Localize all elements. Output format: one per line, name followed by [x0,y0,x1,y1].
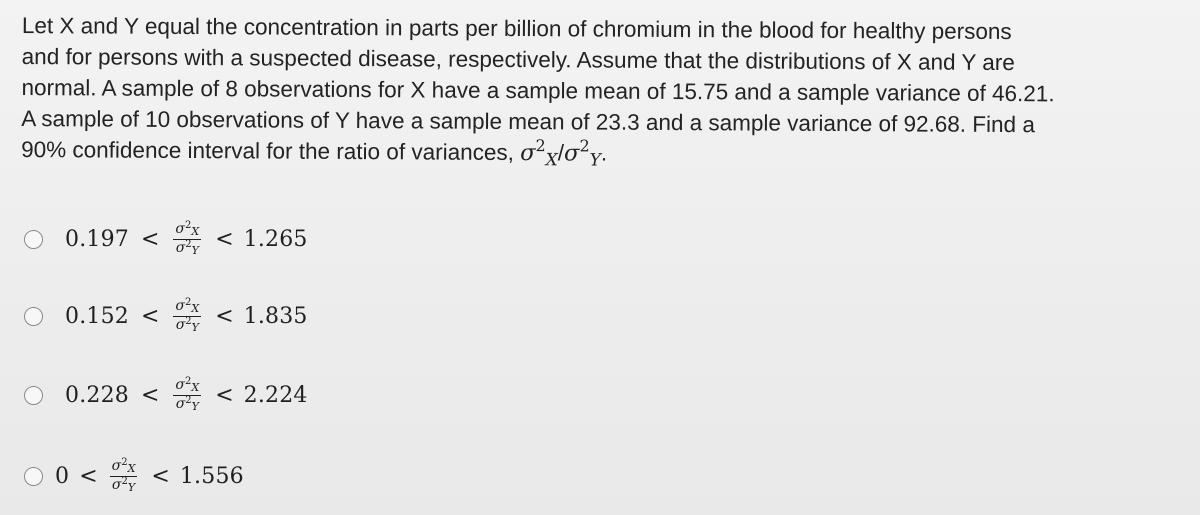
question-line-1: Let X and Y equal the concentration in parts per billion of chromium in the blood for healthy persons [21,12,1012,45]
sigma-symbol: σ [111,476,122,493]
sigma-symbol: σ [175,395,186,412]
lower-bound: 0.152 [65,303,129,329]
upper-bound: 1.556 [179,463,244,489]
sigma-symbol: σ [520,140,536,167]
radio-button-icon[interactable] [24,230,43,249]
denominator [110,477,137,494]
answer-option-a[interactable] [24,213,308,265]
subscript-x: X [127,461,136,475]
subscript-x: X [191,380,200,394]
subscript-y: Y [191,399,199,413]
squared-exponent: 2 [121,475,128,487]
variance-ratio-fraction [173,219,201,257]
squared-exponent: 2 [184,219,192,231]
sigma-symbol: σ [175,239,186,256]
sigma-symbol: σ [564,140,580,167]
denominator [174,396,201,413]
less-than-symbol: < [79,463,98,489]
subscript-y: Y [589,150,601,171]
less-than-symbol: < [151,463,170,489]
question-line-5 [21,134,1181,175]
subscript-y: Y [191,243,199,257]
subscript-y: Y [191,320,199,334]
subscript-x: X [191,301,200,315]
less-than-symbol: < [215,382,234,408]
numerator [173,296,201,317]
sigma-symbol: σ [175,376,185,393]
squared-exponent: 2 [579,136,590,156]
radio-button-icon[interactable] [24,307,43,326]
upper-bound: 1.835 [243,303,308,329]
variance-ratio-fraction [173,296,201,334]
answer-option-d[interactable] [24,450,244,502]
less-than-symbol: < [140,303,160,329]
answer-option-b[interactable] [24,290,308,342]
subscript-x: X [191,224,200,238]
less-than-symbol: < [215,226,234,252]
sigma-symbol: σ [175,220,185,237]
sigma-symbol: σ [175,297,185,314]
lower-bound: 0.228 [65,382,129,408]
sigma-symbol: σ [175,316,186,333]
squared-exponent: 2 [185,315,192,327]
subscript-x: X [545,150,558,171]
squared-exponent: 2 [185,238,192,250]
variance-ratio-fraction [173,375,201,413]
variance-ratio-fraction [110,456,138,494]
upper-bound: 1.265 [243,226,308,252]
denominator [174,240,201,257]
interval-expression [65,296,308,334]
question-line-2: and for persons with a suspected disease, respectively. Assume that the distributions of X and Y are [21,43,1015,76]
interval-expression [65,375,308,413]
squared-exponent: 2 [184,296,192,308]
sigma-symbol: σ [111,457,122,474]
squared-exponent: 2 [121,456,128,468]
less-than-symbol: < [140,382,160,408]
radio-button-icon[interactable] [24,467,43,486]
question-line-4: A sample of 10 observations of Y have a sample mean of 23.3 and a sample variance of 92.68. Find a [21,105,1035,138]
numerator [173,375,201,396]
interval-expression [55,456,244,494]
numerator [110,456,138,477]
radio-button-icon[interactable] [24,386,43,405]
answer-option-c[interactable] [24,369,308,421]
less-than-symbol: < [215,303,234,329]
question-text [21,10,1182,175]
question-line-5-text: 90% confidence interval for the ratio of variances, [21,136,514,166]
division-slash: / [557,140,565,166]
question-line-3: normal. A sample of 8 observations for X have a sample mean of 15.75 and a sample variance of 46.21. [21,74,1055,107]
numerator [173,219,201,240]
lower-bound: 0.197 [65,226,129,252]
less-than-symbol: < [140,226,160,252]
interval-expression [65,219,308,257]
end-period: . [600,140,608,166]
squared-exponent: 2 [184,375,192,387]
denominator [174,317,201,334]
subscript-y: Y [127,480,136,494]
squared-exponent: 2 [535,136,546,156]
upper-bound: 2.224 [243,382,308,408]
squared-exponent: 2 [185,394,192,406]
lower-bound: 0 [55,463,70,489]
